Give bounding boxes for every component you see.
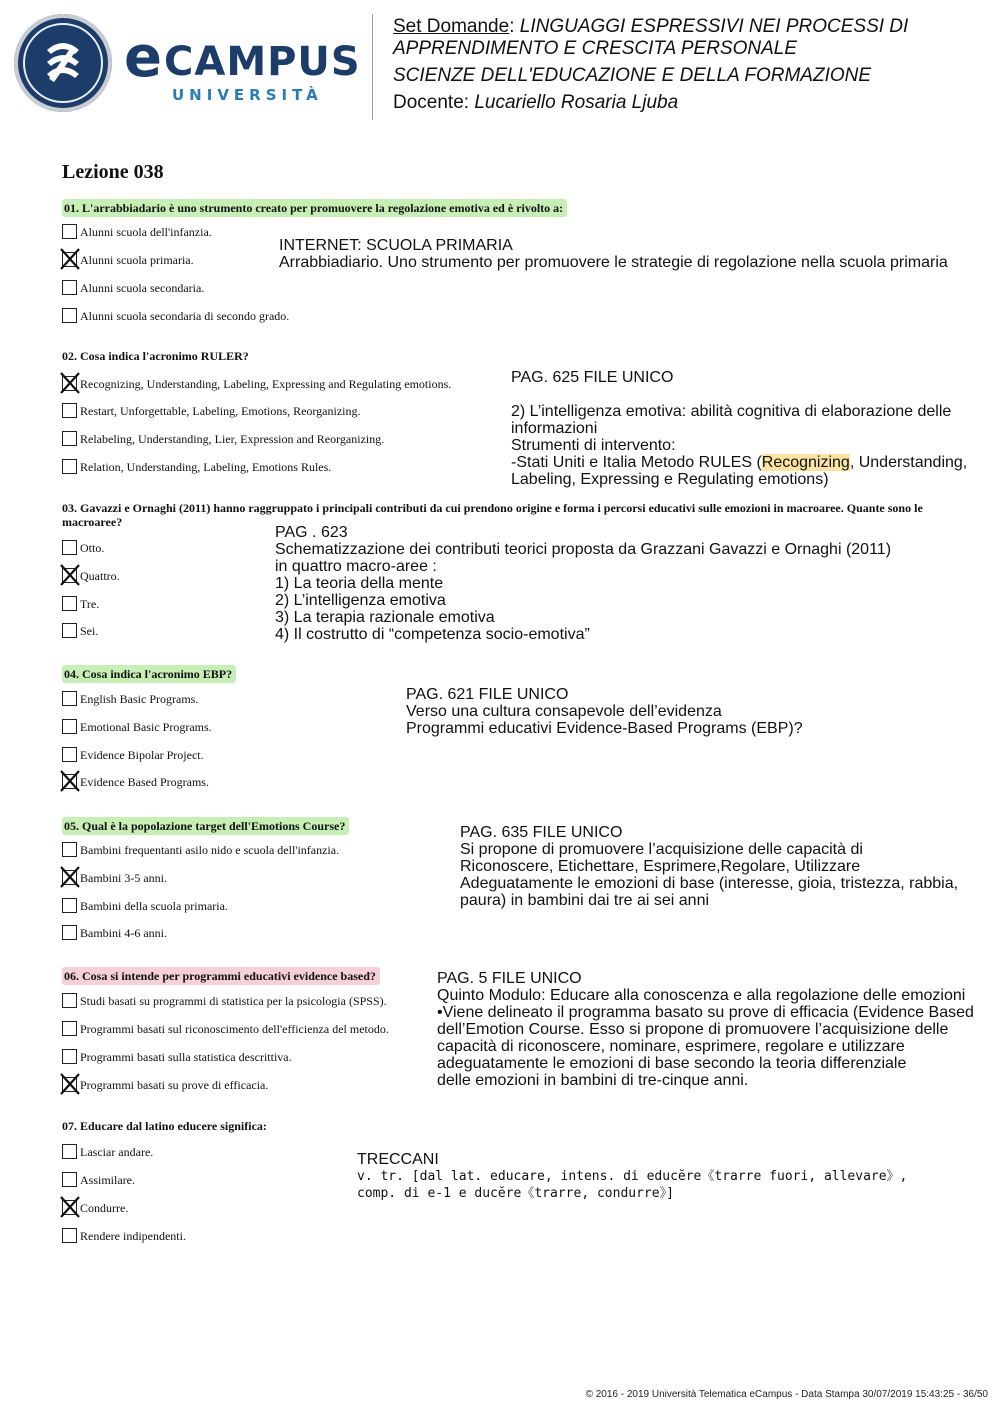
cross-mark-icon: [58, 864, 82, 890]
note-03: PAG . 623 Schematizzazione dei contributi teorici proposta da Grazzani Gavazzi e Ornaghi (2011) in quattro macro-aree : 1) La teoria della mente 2) L’intelligenza emotiva 3) La terapia razionale emotiva 4) Il costrutto di “competenza socio-emotiva”: [275, 524, 892, 643]
checkbox[interactable]: [62, 308, 77, 323]
note-05: PAG. 635 FILE UNICO Si propone di promuovere l’acquisizione delle capacità di Riconoscere, Etichettare, Esprimere,Regolare, Utilizzare Adeguatamente le emozioni di base (interesse, gioia, tristezza, rabbia, paura) in bambini dai tre ai sei anni: [460, 824, 959, 909]
note-02: PAG. 625 FILE UNICO 2) L’intelligenza emotiva: abilità cognitiva di elaborazione delle informazioni Strumenti di intervento: -Stati Uniti e Italia Metodo RULES (Recognizing, Understanding, Labeling, Expressing e Regulating emotions): [511, 369, 968, 488]
checkbox[interactable]: [62, 1021, 77, 1036]
question-04: 04. Cosa indica l'acronimo EBP?: [62, 665, 236, 683]
checkbox[interactable]: [62, 925, 77, 940]
checkbox[interactable]: [62, 1144, 77, 1159]
cross-mark-icon: [58, 246, 82, 272]
checkbox[interactable]: [62, 747, 77, 762]
footer: © 2016 - 2019 Università Telematica eCampus - Data Stampa 30/07/2019 15:43:25 - 36/50: [585, 1389, 988, 1400]
cross-mark-icon: [58, 1071, 82, 1097]
course-title: SCIENZE DELL'EDUCAZIONE E DELLA FORMAZIONE: [393, 65, 872, 86]
teacher: Docente: Lucariello Rosaria Ljuba: [393, 92, 679, 113]
checkbox[interactable]: [62, 719, 77, 734]
checkbox[interactable]: [62, 280, 77, 295]
question-03: 03. Gavazzi e Ornaghi (2011) hanno raggruppato i principali contributi da cui prendono origine e forma i percorsi educativi sulle emozioni in macroaree. Quante sono le macroaree?: [62, 501, 923, 529]
set-title-line-2: APPRENDIMENTO E CRESCITA PERSONALE: [393, 38, 798, 59]
question-01: 01. L'arrabbiadario è uno strumento creato per promuovere la regolazione emotiva ed è rivolto a:: [62, 199, 567, 217]
note-01: INTERNET: SCUOLA PRIMARIA Arrabbiadiario. Uno strumento per promuovere le strategie di regolazione nella scuola primaria: [279, 237, 948, 271]
checkbox[interactable]: [62, 993, 77, 1008]
question-02: 02. Cosa indica l'acronimo RULER?: [62, 349, 249, 363]
highlighted-word: Recognizing: [761, 454, 850, 471]
checkbox[interactable]: [62, 224, 77, 239]
note-04: PAG. 621 FILE UNICO Verso una cultura consapevole dell’evidenza Programmi educativi Evidence-Based Programs (EBP)?: [406, 686, 803, 737]
checkbox[interactable]: [62, 540, 77, 555]
checkbox[interactable]: [62, 1172, 77, 1187]
logo-seal-icon: [14, 14, 112, 112]
checkbox[interactable]: [62, 459, 77, 474]
checkbox[interactable]: [62, 403, 77, 418]
cross-mark-icon: [58, 768, 82, 794]
checkbox[interactable]: [62, 842, 77, 857]
checkbox[interactable]: [62, 623, 77, 638]
checkbox[interactable]: [62, 1228, 77, 1243]
cross-mark-icon: [58, 562, 82, 588]
checkbox[interactable]: [62, 1049, 77, 1064]
header-divider: [372, 14, 373, 120]
note-07: TRECCANI v. tr. [dal lat. educare, intens. di educĕre《trarre fuori, allevare》, comp. di e-1 e ducĕre《trarre, condurre》]: [357, 1151, 908, 1201]
checkbox[interactable]: [62, 596, 77, 611]
question-07: 07. Educare dal latino educere significa:: [62, 1119, 267, 1133]
note-06: PAG. 5 FILE UNICO Quinto Modulo: Educare alla conoscenza e alla regolazione delle emozioni •Viene delineato il programma basato su prove di efficacia (Evidence Based dell’Emotion Course. Esso si propone di promuovere l’acquisizione delle capacità di riconoscere, nominare, esprimere, regolare e utilizzare adeguatamente le emozioni di base secondo la teoria differenziale delle emozioni in bambini di tre-cinque anni.: [437, 970, 974, 1089]
checkbox[interactable]: [62, 691, 77, 706]
logo-wordmark: e CAMPUS UNIVERSITÀ: [124, 25, 361, 104]
question-05: 05. Qual è la popolazione target dell'Emotions Course?: [62, 817, 349, 835]
question-06: 06. Cosa si intende per programmi educativi evidence based?: [62, 967, 380, 985]
lesson-title: Lezione 038: [62, 161, 164, 183]
cross-mark-icon: [58, 1194, 82, 1220]
set-title-line-1: Set Domande: LINGUAGGI ESPRESSIVI NEI PROCESSI DI: [393, 16, 909, 37]
checkbox[interactable]: [62, 431, 77, 446]
ecampus-logo: [14, 14, 359, 114]
checkbox[interactable]: [62, 898, 77, 913]
cross-mark-icon: [58, 370, 82, 396]
